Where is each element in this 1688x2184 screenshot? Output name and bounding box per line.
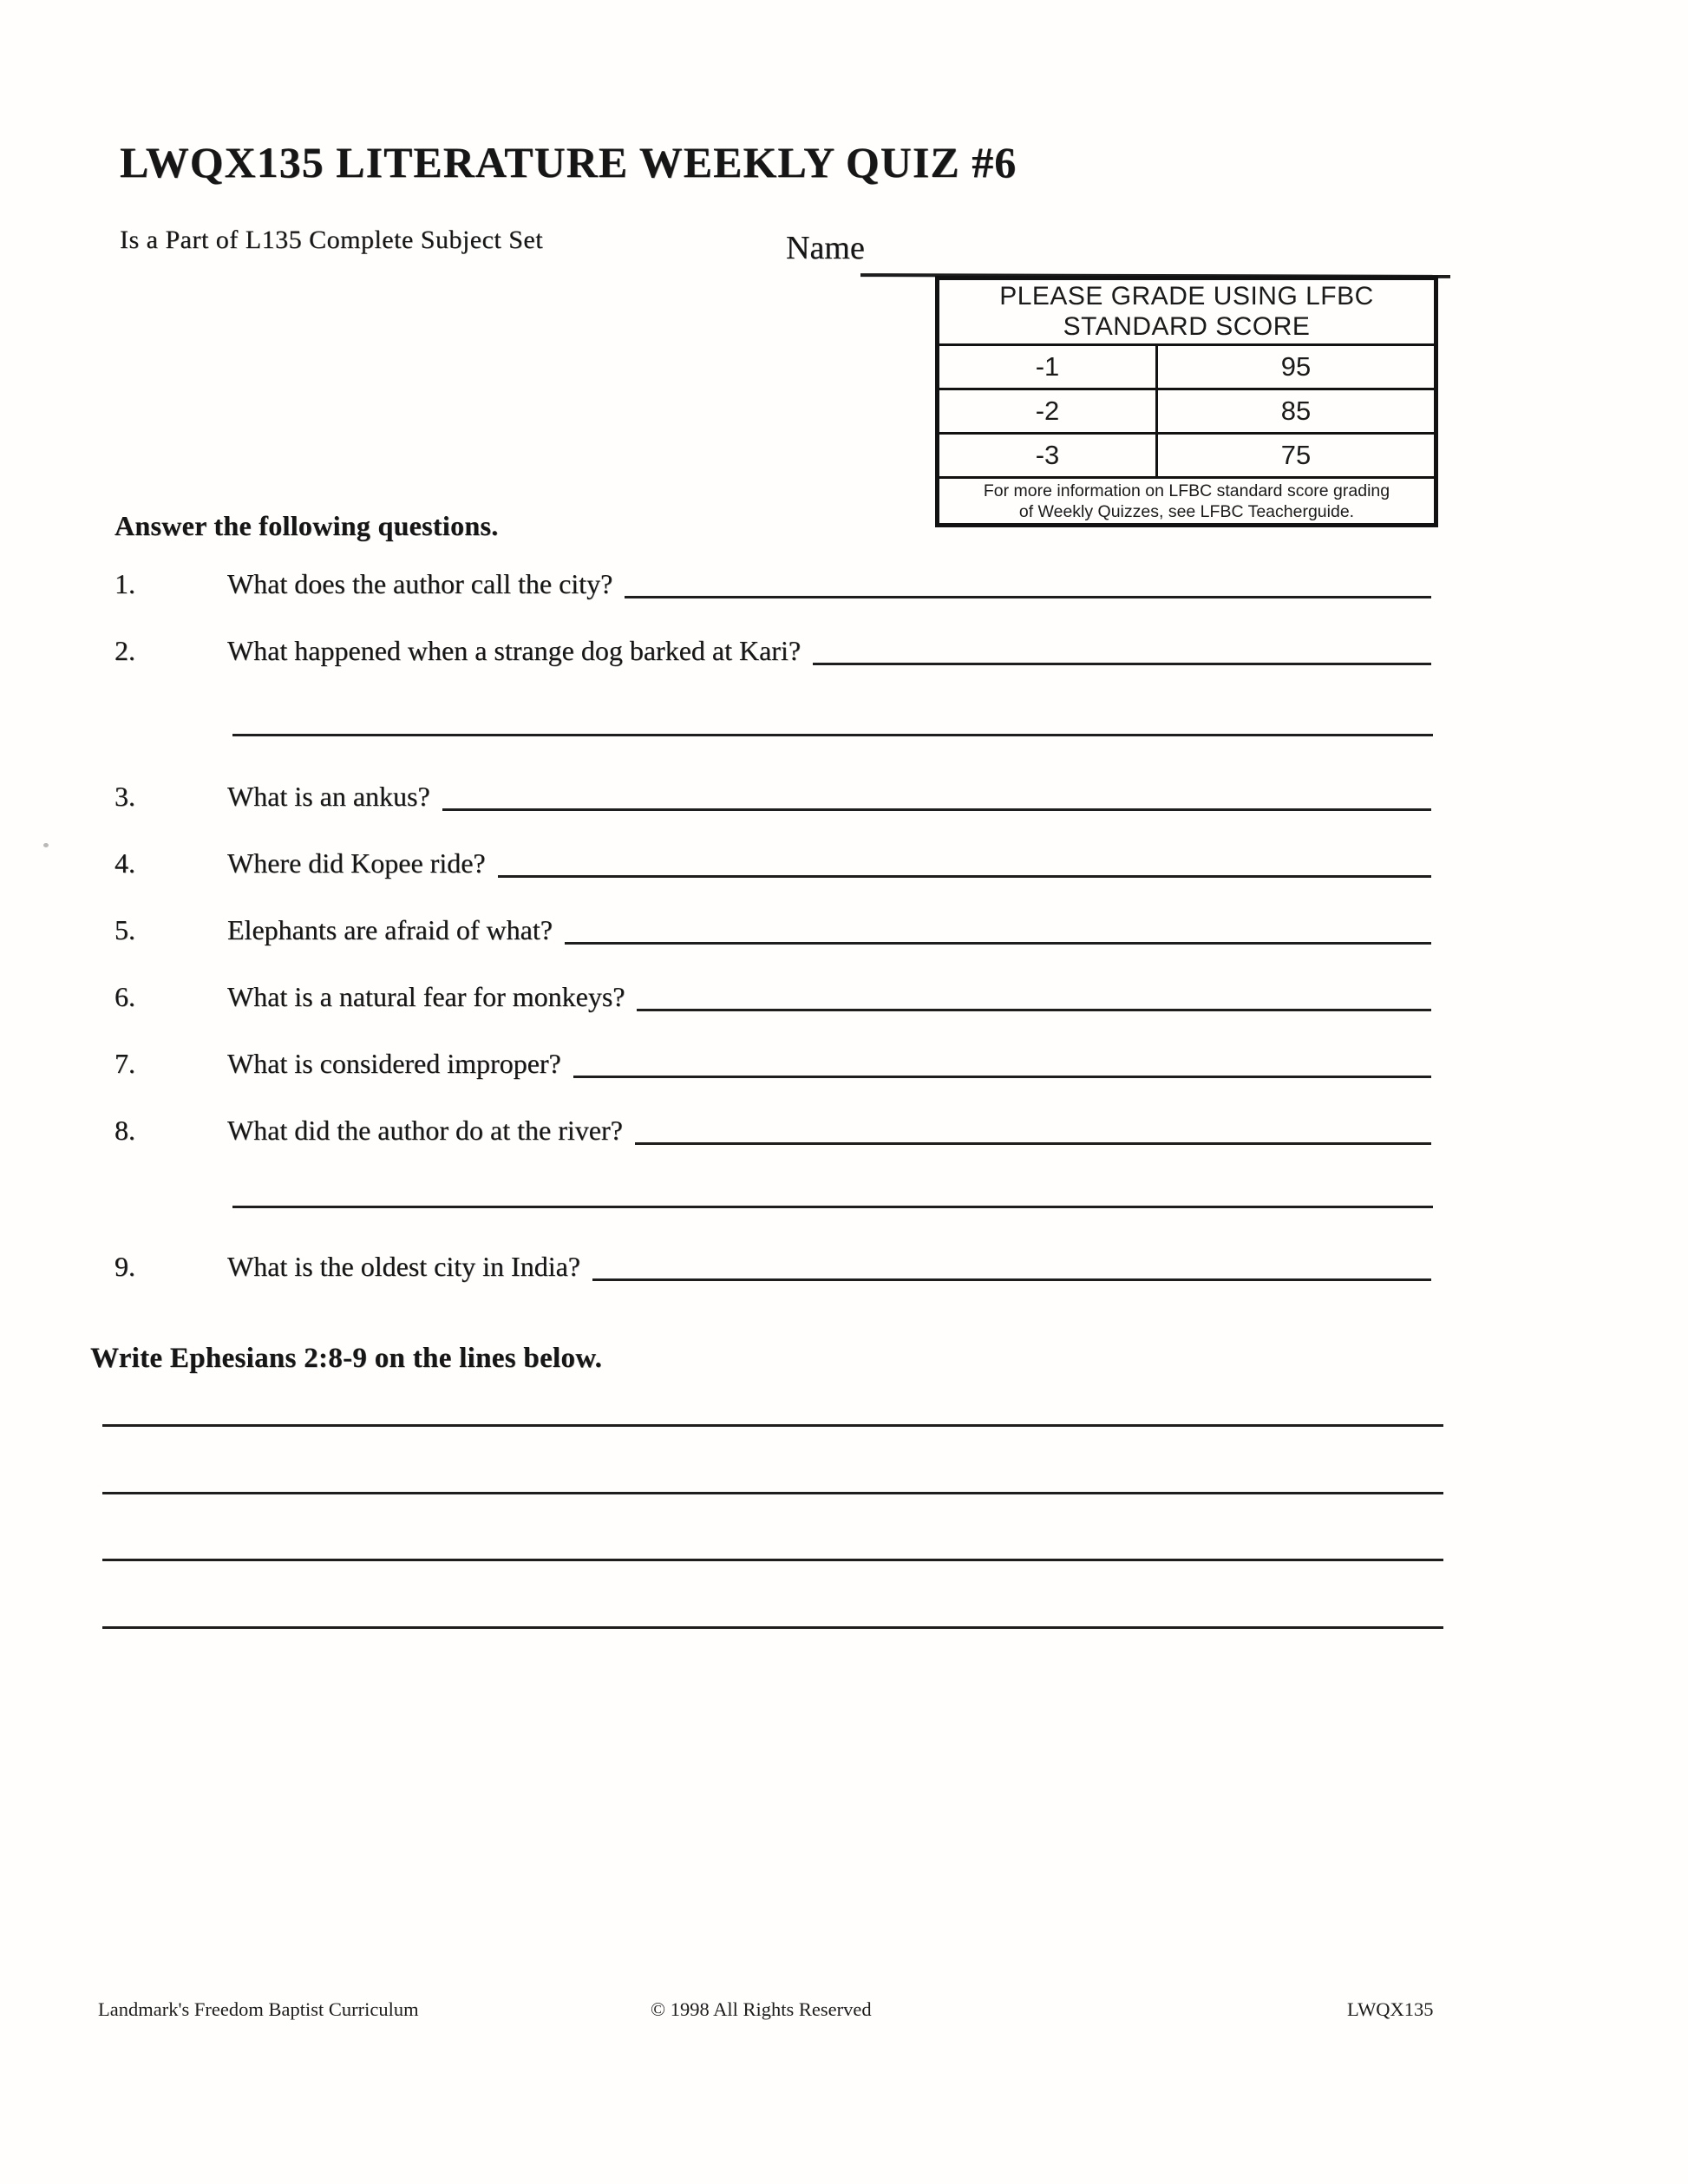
question-row-5 (114, 912, 1431, 947)
deduction-cell: -3 (939, 435, 1158, 476)
question-number: 3. (114, 781, 135, 812)
question-text: What happened when a strange dog barked at Kari? (227, 635, 801, 666)
question-number: 8. (114, 1115, 135, 1146)
score-cell: 95 (1280, 351, 1312, 382)
question-number: 9. (114, 1251, 135, 1282)
question-text: Where did Kopee ride? (227, 847, 486, 879)
verse-write-line (102, 1626, 1443, 1629)
grade-score-table (935, 276, 1438, 527)
score-cell: 75 (1280, 440, 1312, 470)
deduction-cell: -1 (939, 346, 1158, 388)
answer-line (592, 1278, 1431, 1281)
grade-table-row (939, 390, 1434, 435)
footer-copyright: © 1998 All Rights Reserved (651, 1998, 872, 2020)
grade-table-header-line1: PLEASE GRADE USING LFBC (999, 282, 1374, 311)
question-row-8 (114, 1113, 1431, 1148)
question-text: Elephants are afraid of what? (227, 914, 553, 945)
answer-continuation-line (232, 734, 1433, 736)
footer-publisher: Landmark's Freedom Baptist Curriculum (98, 1998, 419, 2020)
grade-table-note-line1: For more information on LFBC standard score grading (983, 481, 1390, 500)
verse-write-line (102, 1492, 1443, 1494)
question-text: What is considered improper? (227, 1048, 561, 1079)
question-number: 6. (114, 981, 135, 1012)
question-text: What is a natural fear for monkeys? (227, 981, 625, 1012)
answer-line (635, 1142, 1431, 1145)
answer-line (498, 875, 1431, 878)
instructions-heading: Answer the following questions. (114, 510, 499, 541)
verse-write-line (102, 1559, 1443, 1561)
question-row-9 (114, 1249, 1431, 1284)
answer-line (625, 596, 1431, 598)
grade-table-row (939, 435, 1434, 479)
question-text: What did the author do at the river? (227, 1115, 623, 1146)
question-number: 2. (114, 635, 135, 666)
answer-line (442, 808, 1431, 811)
question-text: What is an ankus? (227, 781, 430, 812)
grade-table-note-line2: of Weekly Quizzes, see LFBC Teacherguide. (1018, 502, 1355, 521)
answer-line (637, 1009, 1431, 1011)
question-row-2 (114, 633, 1431, 668)
question-number: 7. (114, 1048, 135, 1079)
deduction-cell: -2 (939, 390, 1158, 432)
answer-continuation-line (232, 1206, 1433, 1208)
question-row-4 (114, 846, 1431, 880)
question-row-3 (114, 779, 1431, 814)
score-cell: 85 (1280, 396, 1312, 426)
page-subtitle: Is a Part of L135 Complete Subject Set (120, 226, 544, 254)
answer-line (565, 942, 1431, 945)
question-row-1 (114, 566, 1431, 601)
grade-table-row (939, 346, 1434, 390)
verse-prompt-heading: Write Ephesians 2:8-9 on the lines below. (90, 1343, 603, 1374)
grade-table-header (939, 280, 1434, 346)
page-title: LWQX135 LITERATURE WEEKLY QUIZ #6 (120, 138, 1017, 186)
answer-line (573, 1076, 1431, 1078)
question-number: 5. (114, 914, 135, 945)
scan-speck (43, 843, 49, 847)
name-label: Name (786, 230, 865, 266)
question-text: What does the author call the city? (227, 568, 613, 599)
question-number: 4. (114, 847, 135, 879)
grade-table-note (939, 479, 1434, 526)
verse-write-line (102, 1424, 1443, 1427)
question-row-6 (114, 979, 1431, 1014)
question-text: What is the oldest city in India? (227, 1251, 580, 1282)
question-number: 1. (114, 568, 135, 599)
footer-document-code: LWQX135 (1347, 1998, 1434, 2020)
question-row-7 (114, 1046, 1431, 1081)
grade-table-header-line2: STANDARD SCORE (1063, 312, 1311, 341)
answer-line (813, 663, 1431, 665)
